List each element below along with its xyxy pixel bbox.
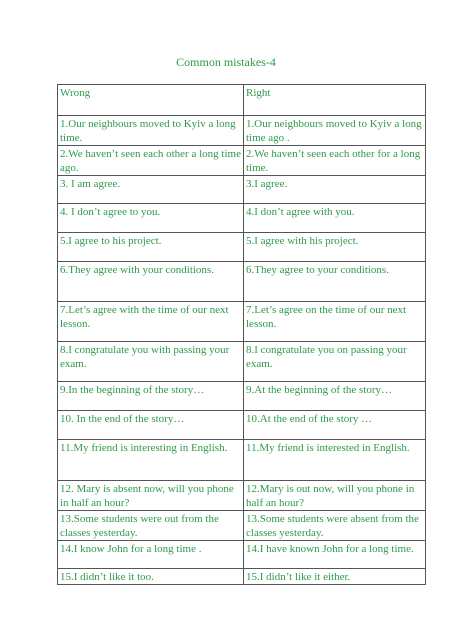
table-row xyxy=(58,382,426,411)
right-cell: 6.They agree to your conditions. xyxy=(244,262,426,302)
table-header-row xyxy=(58,85,426,116)
wrong-cell: 12. Mary is absent now, will you phone in half an hour? xyxy=(58,481,244,511)
right-cell: 8.I congratulate you on passing your exam. xyxy=(244,342,426,382)
table-row xyxy=(58,176,426,204)
right-cell: 9.At the beginning of the story… xyxy=(244,382,426,411)
wrong-cell: 11.My friend is interesting in English. xyxy=(58,440,244,481)
right-cell: 12.Mary is out now, will you phone in half an hour? xyxy=(244,481,426,511)
table-row xyxy=(58,233,426,262)
table-row xyxy=(58,116,426,146)
right-cell: 15.I didn’t like it either. xyxy=(244,569,426,585)
table-row xyxy=(58,411,426,440)
wrong-cell: 7.Let’s agree with the time of our next lesson. xyxy=(58,302,244,342)
wrong-cell: 5.I agree to his project. xyxy=(58,233,244,262)
wrong-cell: 3. I am agree. xyxy=(58,176,244,204)
right-cell: 11.My friend is interested in English. xyxy=(244,440,426,481)
table-row xyxy=(58,146,426,176)
table-row xyxy=(58,302,426,342)
table-row xyxy=(58,569,426,585)
mistakes-table xyxy=(57,84,426,585)
table-row xyxy=(58,511,426,541)
right-cell: 1.Our neighbours moved to Kyiv a long time ago . xyxy=(244,116,426,146)
wrong-cell: 9.In the beginning of the story… xyxy=(58,382,244,411)
table-row xyxy=(58,541,426,569)
page-title: Common mistakes-4 xyxy=(176,55,276,69)
table-row xyxy=(58,342,426,382)
wrong-cell: 15.I didn’t like it too. xyxy=(58,569,244,585)
table-row xyxy=(58,262,426,302)
header-wrong: Wrong xyxy=(58,85,244,116)
wrong-cell: 10. In the end of the story… xyxy=(58,411,244,440)
right-cell: 13.Some students were absent from the classes yesterday. xyxy=(244,511,426,541)
wrong-cell: 14.I know John for a long time . xyxy=(58,541,244,569)
wrong-cell: 13.Some students were out from the classes yesterday. xyxy=(58,511,244,541)
table-row xyxy=(58,204,426,233)
table-body xyxy=(58,85,426,585)
wrong-cell: 6.They agree with your conditions. xyxy=(58,262,244,302)
header-right: Right xyxy=(244,85,426,116)
wrong-cell: 2.We haven’t seen each other a long time ago. xyxy=(58,146,244,176)
wrong-cell: 4. I don’t agree to you. xyxy=(58,204,244,233)
right-cell: 5.I agree with his project. xyxy=(244,233,426,262)
right-cell: 10.At the end of the story … xyxy=(244,411,426,440)
table-row xyxy=(58,481,426,511)
table-row xyxy=(58,440,426,481)
wrong-cell: 8.I congratulate you with passing your exam. xyxy=(58,342,244,382)
right-cell: 4.I don’t agree with you. xyxy=(244,204,426,233)
right-cell: 7.Let’s agree on the time of our next lesson. xyxy=(244,302,426,342)
right-cell: 2.We haven’t seen each other for a long time. xyxy=(244,146,426,176)
right-cell: 14.I have known John for a long time. xyxy=(244,541,426,569)
wrong-cell: 1.Our neighbours moved to Kyiv a long time. xyxy=(58,116,244,146)
right-cell: 3.I agree. xyxy=(244,176,426,204)
